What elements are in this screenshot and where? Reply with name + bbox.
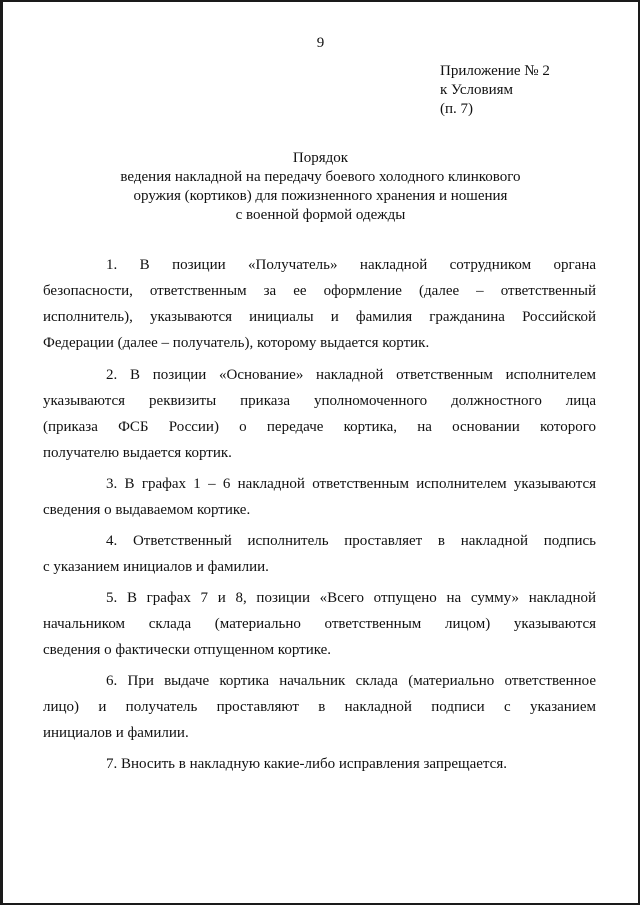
paragraph-line: Федерации (далее – получатель), которому выдается кортик. — [43, 335, 430, 351]
paragraph-line: 4. Ответственный исполнитель проставляет в накладной подпись — [106, 533, 596, 549]
paragraph-line: указываются реквизиты приказа уполномоченного должностного лица — [43, 393, 596, 409]
paragraph-line: безопасности, ответственным за ее оформление (далее – ответственный — [43, 283, 596, 299]
title-line: оружия (кортиков) для пожизненного хранения и ношения — [133, 188, 508, 204]
paragraph-line: 1. В позиции «Получатель» накладной сотрудником органа — [106, 257, 596, 273]
paragraph-4 — [43, 528, 596, 580]
paragraph-6 — [43, 668, 596, 746]
paragraph-line: исполнитель), указываются инициалы и фамилия гражданина Российской — [43, 309, 596, 325]
appendix-reference — [440, 62, 550, 119]
paragraph-line: 7. Вносить в накладную какие-либо исправления запрещается. — [106, 756, 507, 772]
paragraph-line: (приказа ФСБ России) о передаче кортика, на основании которого — [43, 419, 596, 435]
paragraph-line: с указанием инициалов и фамилии. — [43, 559, 269, 575]
document-title — [3, 149, 638, 225]
page-number: 9 — [316, 35, 325, 51]
paragraph-line: сведения о выдаваемом кортике. — [43, 502, 251, 518]
title-line: с военной формой одежды — [235, 207, 406, 223]
title-line: ведения накладной на передачу боевого холодного клинкового — [120, 169, 521, 185]
appendix-line: к Условиям — [440, 82, 514, 98]
paragraph-line: инициалов и фамилии. — [43, 725, 189, 741]
paragraph-7 — [43, 751, 596, 777]
appendix-line: (п. 7) — [440, 101, 474, 117]
title-line: Порядок — [292, 150, 349, 166]
paragraph-5 — [43, 585, 596, 663]
paragraph-3 — [43, 471, 596, 523]
paragraph-line: получателю выдается кортик. — [43, 445, 232, 461]
paragraph-2 — [43, 362, 596, 466]
paragraph-line: сведения о фактически отпущенном кортике. — [43, 642, 332, 658]
paragraph-line: 5. В графах 7 и 8, позиции «Всего отпущено на сумму» накладной — [106, 590, 596, 606]
paragraph-line: 6. При выдаче кортика начальник склада (материально ответственное — [106, 673, 596, 689]
paragraph-line: 2. В позиции «Основание» накладной ответственным исполнителем — [106, 367, 596, 383]
paragraph-line: 3. В графах 1 – 6 накладной ответственным исполнителем указываются — [106, 476, 596, 492]
paragraph-1 — [43, 252, 596, 356]
appendix-line: Приложение № 2 — [440, 63, 550, 79]
document-body — [43, 252, 596, 777]
paragraph-line: лицо) и получатель проставляют в накладной подписи с указанием — [43, 699, 596, 715]
paragraph-line: начальником склада (материально ответственным лицом) указываются — [43, 616, 596, 632]
